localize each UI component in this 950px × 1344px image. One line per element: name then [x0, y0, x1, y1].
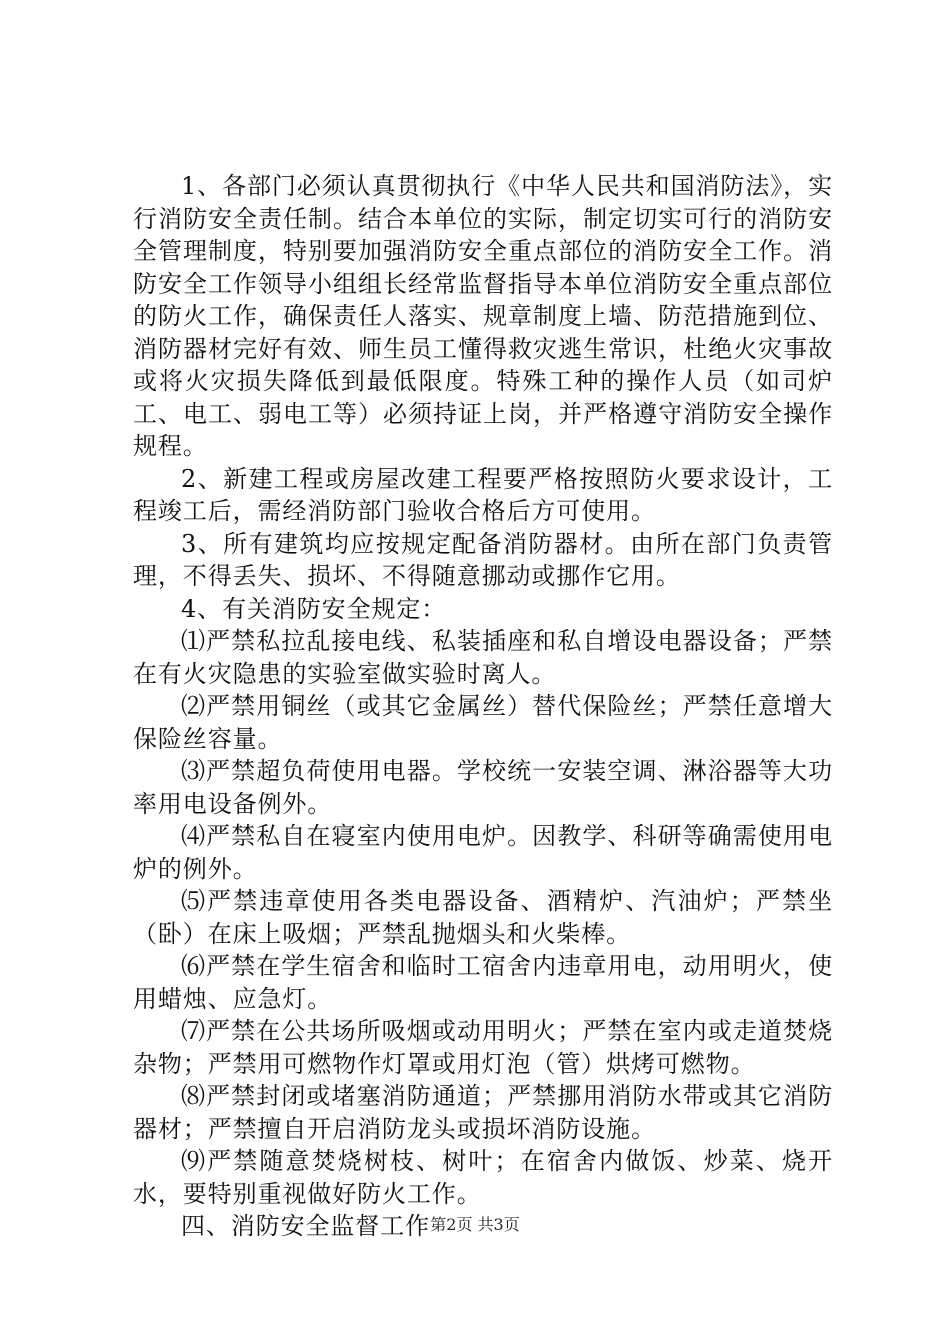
rule-item-4: ⑷严禁私自在寝室内使用电炉。因教学、科研等确需使用电炉的例外。	[133, 822, 833, 883]
rule-item-1: ⑴严禁私拉乱接电线、私装插座和私自增设电器设备；严禁在有火灾隐患的实验室做实验时离人。	[133, 627, 833, 688]
page-footer: 第2页 共3页	[430, 1215, 520, 1234]
paragraph-1: 1、各部门必须认真贯彻执行《中华人民共和国消防法》，实行消防安全责任制。结合本单位的实际，制定切实可行的消防安全管理制度，特别要加强消防安全重点部位的消防安全工作。消防安全工作领导小组组长经常监督指导本单位消防安全重点部位的防火工作，确保责任人落实、规章制度上墙、防范措施到位、消防器材完好有效、师生员工懂得救灾逃生常识，杜绝火灾事故或将火灾损失降低到最低限度。特殊工种的操作人员（如司炉工、电工、弱电工等）必须持证上岗，并严格遵守消防安全操作规程。	[133, 172, 833, 460]
rule-item-3: ⑶严禁超负荷使用电器。学校统一安装空调、淋浴器等大功率用电设备例外。	[133, 757, 833, 818]
rule-item-7: ⑺严禁在公共场所吸烟或动用明火；严禁在室内或走道焚烧杂物；严禁用可燃物作灯罩或用灯泡（管）烘烤可燃物。	[133, 1017, 833, 1078]
rule-item-6: ⑹严禁在学生宿舍和临时工宿舍内违章用电，动用明火，使用蜡烛、应急灯。	[133, 952, 833, 1013]
rule-item-9: ⑼严禁随意焚烧树枝、树叶；在宿舍内做饭、炒菜、烧开水，要特别重视做好防火工作。	[133, 1147, 833, 1208]
rule-item-8: ⑻严禁封闭或堵塞消防通道；严禁挪用消防水带或其它消防器材；严禁擅自开启消防龙头或损坏消防设施。	[133, 1082, 833, 1143]
rule-item-5: ⑸严禁违章使用各类电器设备、酒精炉、汽油炉；严禁坐（卧）在床上吸烟；严禁乱抛烟头和火柴棒。	[133, 887, 833, 948]
document-body	[133, 170, 833, 1243]
paragraph-3: 3、所有建筑均应按规定配备消防器材。由所在部门负责管理，不得丢失、损坏、不得随意挪动或挪作它用。	[133, 529, 833, 590]
rule-item-2: ⑵严禁用铜丝（或其它金属丝）替代保险丝；严禁任意增大保险丝容量。	[133, 692, 833, 753]
paragraph-2: 2、新建工程或房屋改建工程要严格按照防火要求设计，工程竣工后，需经消防部门验收合格后方可使用。	[133, 464, 833, 525]
paragraph-4-heading: 4、有关消防安全规定：	[181, 594, 447, 623]
section-heading-4: 四、消防安全监督工作	[181, 1212, 430, 1240]
